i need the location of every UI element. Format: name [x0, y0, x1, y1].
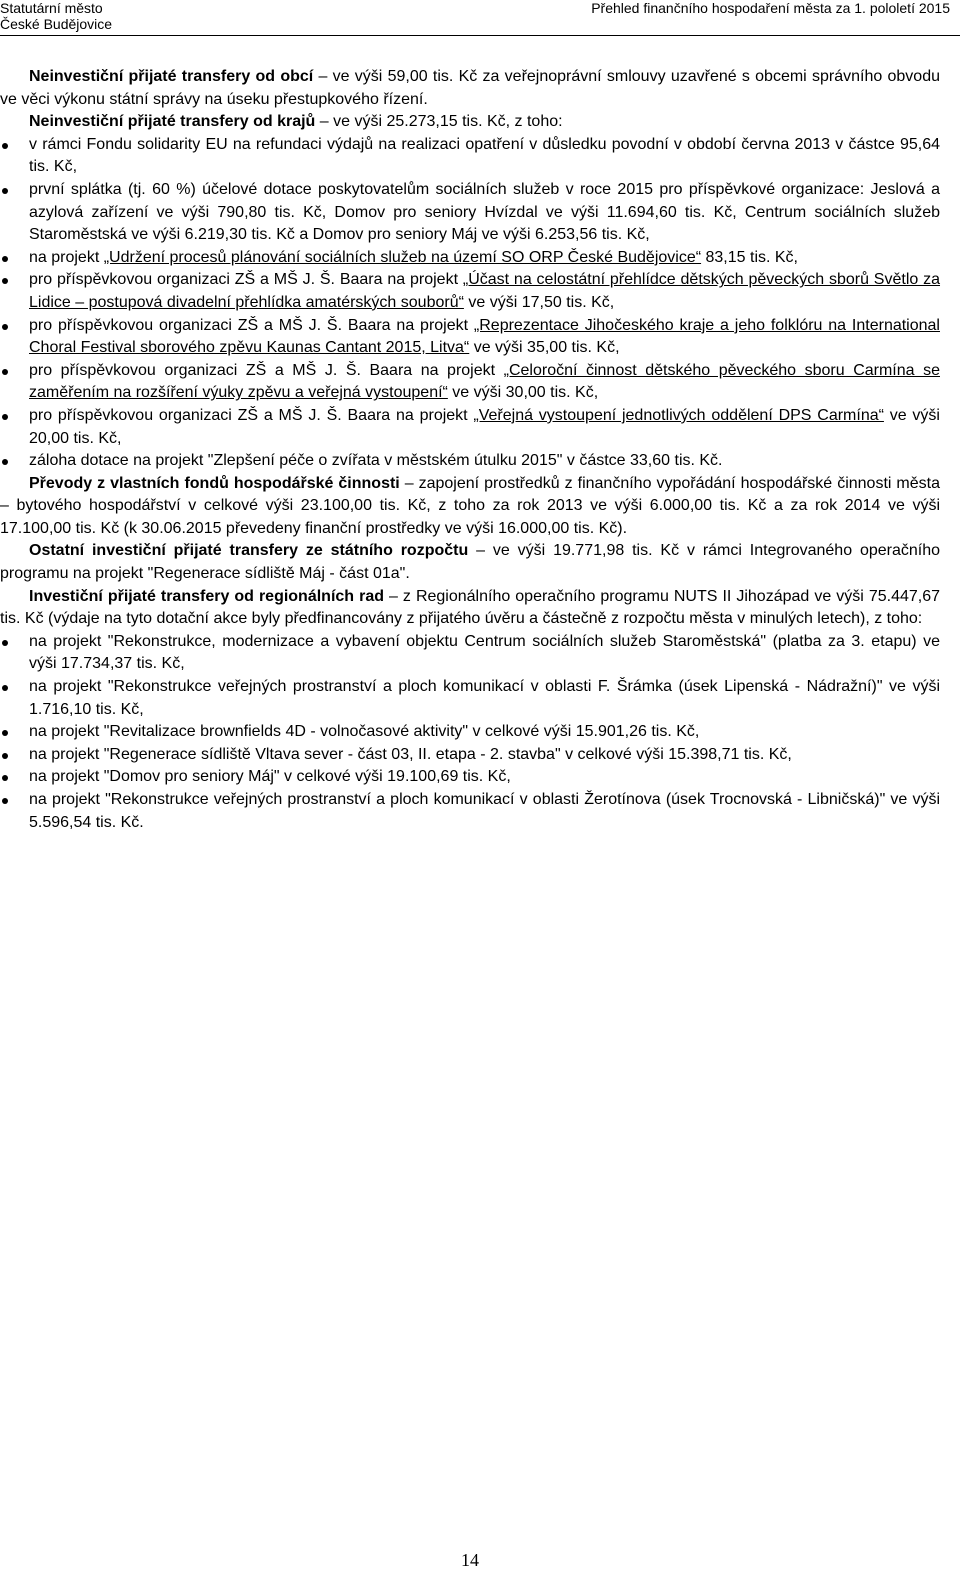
bullet-icon	[2, 278, 8, 284]
paragraph-heading: Neinvestiční přijaté transfery od krajů	[29, 113, 316, 131]
list-item: na projekt "Regenerace sídliště Vltava sever - část 03, II. etapa - 2. stavba" v celkové výši 15.398,71 tis. Kč,	[0, 744, 940, 767]
list-item: první splátka (tj. 60 %) účelové dotace poskytovatelům sociálních služeb v roce 2015 pro příspěvkové organizace: Jeslová a azylová zařízení ve výši 790,80 tis. Kč, Domov pro seniory Hvízdal ve výši 11.694,60 tis. Kč, Centrum sociálních služeb Staroměstská ve výši 6.219,30 tis. Kč a Domov pro seniory Máj ve výši 6.253,56 tis. Kč,	[0, 179, 940, 247]
paragraph-transfers-regions	[0, 111, 940, 134]
regions-transfer-list	[0, 134, 940, 473]
header-institution-line1: Statutární město	[0, 0, 103, 16]
bullet-icon	[2, 730, 8, 736]
bullet-icon	[2, 798, 8, 804]
list-item: pro příspěvkovou organizaci ZŠ a MŠ J. Š. Baara na projekt „Účast na celostátní přehlídce dětských pěveckých sborů Světlo za Lidice – postupová divadelní přehlídka amatérských souborů“ ve výši 17,50 tis. Kč,	[0, 269, 940, 314]
list-item: na projekt „Udržení procesů plánování sociálních služeb na území SO ORP České Budějovice“ 83,15 tis. Kč,	[0, 247, 940, 270]
bullet-icon	[2, 256, 8, 262]
paragraph-text: – ve výši 19.771,98 tis. Kč v rámci Integrovaného operačního programu na projekt "Regenerace sídliště Máj - část 01a".	[0, 542, 941, 583]
project-name: „Účast na celostátní přehlídce dětských pěveckých sborů Světlo za Lidice – postupová divadelní přehlídka amatérských souborů“	[29, 271, 941, 311]
paragraph-text: – zapojení prostředků z finančního vypořádání hospodářské činnosti města – bytového hospodářství v celkové výši 23.100,00 tis. Kč, z toho za rok 2013 ve výši 6.000,00 tis. Kč a za rok 2014 ve výši 17.100,00 tis. Kč (k 30.06.2015 převedeny finanční prostředky ve výši 16.000,00 tis. Kč).	[0, 474, 940, 537]
bullet-icon	[2, 775, 8, 781]
list-item: na projekt "Rekonstrukce veřejných prostranství a ploch komunikací v oblasti Žerotínova (úsek Trocnovská - Libničská)" ve výši 5.596,54 tis. Kč.	[0, 789, 940, 834]
list-item: na projekt "Rekonstrukce, modernizace a vybavení objektu Centrum sociálních služeb Staroměstská" (platba za 3. etapu) ve výši 17.734,37 tis. Kč,	[0, 631, 940, 676]
bullet-icon	[2, 143, 8, 149]
list-item: na projekt "Domov pro seniory Máj" v celkové výši 19.100,69 tis. Kč,	[0, 766, 940, 789]
paragraph-heading: Převody z vlastních fondů hospodářské činnosti	[29, 474, 400, 492]
header-institution	[0, 0, 112, 32]
regional-council-project-list	[0, 631, 940, 834]
page-header	[0, 0, 960, 34]
page-number: 14	[461, 1550, 479, 1570]
project-name: „Veřejná vystoupení jednotlivých oddělení DPS Carmína“	[473, 406, 884, 424]
list-item: pro příspěvkovou organizaci ZŠ a MŠ J. Š. Baara na projekt „Celoroční činnost dětského pěveckého sboru Carmína se zaměřením na rozšíření výuky zpěvu a veřejná vystoupení“ ve výši 30,00 tis. Kč,	[0, 360, 940, 405]
bullet-icon	[2, 324, 8, 330]
document-body	[0, 66, 940, 834]
header-institution-line2: České Budějovice	[0, 16, 113, 32]
header-document-title: Přehled finančního hospodaření města za 1. pololetí 2015	[591, 0, 950, 16]
paragraph-heading: Neinvestiční přijaté transfery od obcí	[29, 68, 314, 85]
paragraph-transfers-municipalities	[0, 66, 940, 111]
bullet-icon	[2, 188, 8, 194]
list-item: na projekt "Rekonstrukce veřejných prostranství a ploch komunikací v oblasti F. Šrámka (úsek Lipenská - Nádražní)" ve výši 1.716,10 tis. Kč,	[0, 676, 940, 721]
bullet-icon	[2, 369, 8, 375]
paragraph-heading: Ostatní investiční přijaté transfery ze státního rozpočtu	[29, 542, 469, 560]
project-name: „Celoroční činnost dětského pěveckého sboru Carmína se zaměřením na rozšíření výuky zpěvu a veřejná vystoupení“	[29, 361, 940, 402]
list-item: na projekt "Revitalizace brownfields 4D - volnočasové aktivity" v celkové výši 15.901,26 tis. Kč,	[0, 721, 940, 744]
paragraph-state-budget-transfers	[0, 540, 940, 585]
paragraph-text: – ve výši 25.273,15 tis. Kč, z toho:	[315, 113, 563, 131]
bullet-icon	[2, 753, 8, 759]
paragraph-text: – ve výši 59,00 tis. Kč za veřejnoprávní smlouvy uzavřené s obcemi správního obvodu ve věci výkonu státní správy na úseku přestupkového řízení.	[0, 68, 941, 108]
bullet-icon	[2, 414, 8, 420]
paragraph-own-funds-transfers	[0, 473, 940, 541]
list-item: záloha dotace na projekt "Zlepšení péče o zvířata v městském útulku 2015" v částce 33,60 tis. Kč.	[0, 450, 940, 473]
list-item: pro příspěvkovou organizaci ZŠ a MŠ J. Š. Baara na projekt „Reprezentace Jihočeského kraje a jeho folklóru na International Choral Festival sborového zpěvu Kaunas Cantant 2015, Litva“ ve výši 35,00 tis. Kč,	[0, 315, 940, 360]
list-item: pro příspěvkovou organizaci ZŠ a MŠ J. Š. Baara na projekt „Veřejná vystoupení jednotlivých oddělení DPS Carmína“ ve výši 20,00 tis. Kč,	[0, 405, 940, 450]
list-item: v rámci Fondu solidarity EU na refundaci výdajů na realizaci opatření v důsledku povodní v období června 2013 v částce 95,64 tis. Kč,	[0, 134, 940, 179]
bullet-icon	[2, 640, 8, 646]
project-name: „Reprezentace Jihočeského kraje a jeho folklóru na International Choral Festival sborového zpěvu Kaunas Cantant 2015, Litva“	[29, 316, 940, 357]
bullet-icon	[2, 685, 8, 691]
paragraph-regional-council-transfers	[0, 586, 940, 631]
paragraph-text: – z Regionálního operačního programu NUTS II Jihozápad ve výši 75.447,67 tis. Kč (výdaje na tyto dotační akce byly předfinancovány z přijatého úvěru a částečně z rozpočtu města v minulých letech), z toho:	[0, 587, 940, 628]
project-name: „Udržení procesů plánování sociálních služeb na území SO ORP České Budějovice“	[103, 248, 702, 266]
paragraph-heading: Investiční přijaté transfery od regionálních rad	[29, 587, 384, 605]
bullet-icon	[2, 459, 8, 465]
header-divider	[0, 35, 960, 36]
